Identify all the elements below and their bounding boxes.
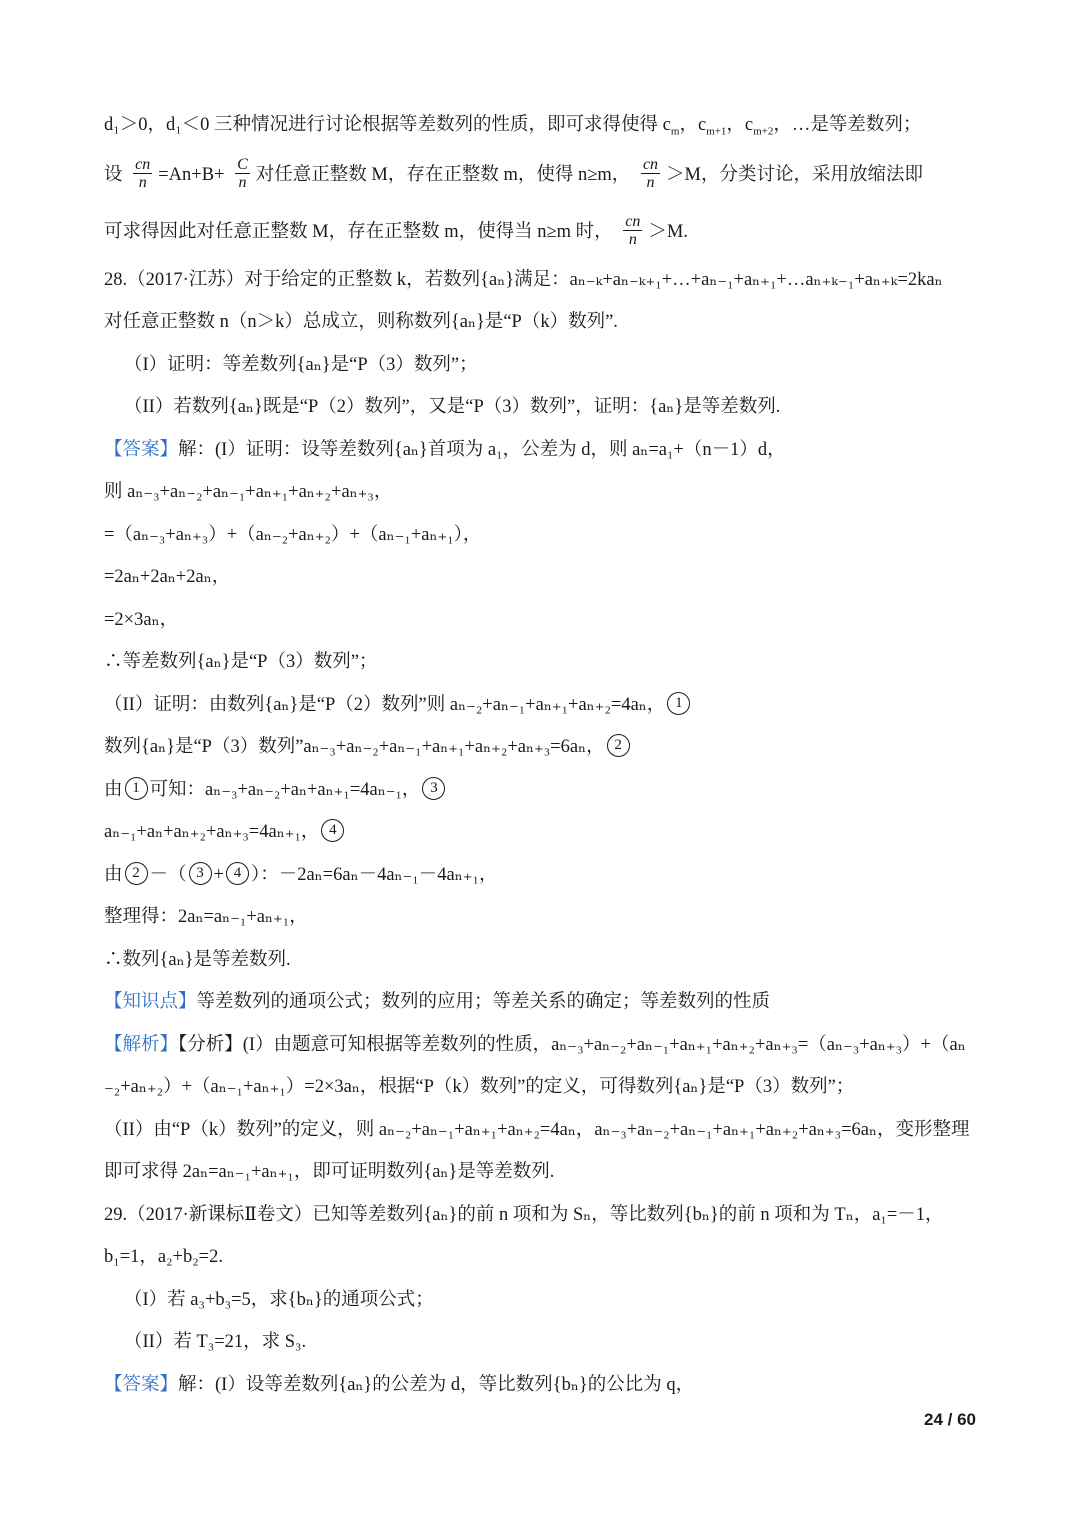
circled-number: 1 [125,777,148,800]
text-line: aₙ₋₁+aₙ+aₙ₊₂+aₙ₊₃=4aₙ₊₁， 4 [104,817,980,847]
text-line: 可求得因此对任意正整数 M，存在正整数 m，使得当 n≥m 时， $\frac{cn}{n}$ ＞M. [104,213,688,248]
text-line: 即可求得 2aₙ=aₙ₋₁+aₙ₊₁，即可证明数列{aₙ}是等差数列. [104,1162,555,1182]
text-line: （II）证明：由数列{aₙ}是“P（2）数列”则 aₙ₋₂+aₙ₋₁+aₙ₊₁+aₙ₊₂=4aₙ， 1 [104,690,980,720]
question-part: （II）若数列{aₙ}既是“P（2）数列”，又是“P（3）数列”，证明：{aₙ}是等差数列. [124,397,781,417]
text-line: =（aₙ₋₃+aₙ₊₃）+（aₙ₋₂+aₙ₊₂）+（aₙ₋₁+aₙ₊₁）， [104,525,482,545]
text-line: 数列{aₙ}是“P（3）数列”aₙ₋₃+aₙ₋₂+aₙ₋₁+aₙ₊₁+aₙ₊₂+aₙ₊₃=6aₙ， 2 [104,732,980,762]
circled-number: 2 [607,734,630,757]
text-line: 由 1 可知：aₙ₋₃+aₙ₋₂+aₙ+aₙ₊₁=4aₙ₋₁， 3 [104,775,980,805]
fraction: $\frac{C}{n}$ [237,156,248,191]
analysis-tag: 【解析】 [104,1035,179,1055]
text-line: 设 $\frac{cn}{n}$ =An+B+ $\frac{C}{n}$ 对任意正整数 M，存在正整数 m，使得 n≥m， $\frac{cn}{n}$ ＞M，分类讨论，采用放缩法即 [104,156,923,191]
circled-number: 4 [321,819,344,842]
analysis-line: 【解析】【分析】(I）由题意可知根据等差数列的性质，aₙ₋₃+aₙ₋₂+aₙ₋₁+aₙ₊₁+aₙ₊₂+aₙ₊₃=（aₙ₋₃+aₙ₊₃）+（aₙ [104,1035,966,1055]
knowledge-point-line: 【知识点】等差数列的通项公式；数列的应用；等差关系的确定；等差数列的性质 [104,992,771,1012]
text-line: 则 aₙ₋₃+aₙ₋₂+aₙ₋₁+aₙ₊₁+aₙ₊₂+aₙ₊₃， [104,482,393,502]
question-28-stem: 28.（2017·江苏）对于给定的正整数 k，若数列{aₙ}满足：aₙ₋ₖ+aₙ₋ₖ₊₁+…+aₙ₋₁+aₙ₊₁+…aₙ₊ₖ₋₁+aₙ₊ₖ=2kaₙ [104,270,943,290]
text-line: b₁=1，a₂+b₂=2. [104,1247,223,1267]
answer-tag: 【答案】 [104,440,179,460]
text-line: ₋₂+aₙ₊₂）+（aₙ₋₁+aₙ₊₁）=2×3aₙ，根据“P（k）数列”的定义，可得数列{aₙ}是“P（3）数列”； [104,1077,855,1097]
text-line: =2×3aₙ， [104,610,179,630]
circled-number: 3 [189,862,212,885]
circled-number: 1 [667,692,690,715]
question-part: （I）证明：等差数列{aₙ}是“P（3）数列”； [124,355,478,375]
question-29-stem: 29.（2017·新课标Ⅱ卷文）已知等差数列{aₙ}的前 n 项和为 Sₙ，等比数列{bₙ}的前 n 项和为 Tₙ，a₁=－1， [104,1205,944,1225]
text-line: 整理得：2aₙ=aₙ₋₁+aₙ₊₁， [104,907,308,927]
fraction: $\frac{cn}{n}$ [642,156,659,191]
text-line: =2aₙ+2aₙ+2aₙ， [104,567,231,587]
question-part: （II）若 T₃=21，求 S₃. [124,1332,307,1352]
circled-number: 2 [125,862,148,885]
knowledge-tag: 【知识点】 [104,992,197,1012]
fraction: $\frac{cn}{n}$ [625,213,641,248]
answer-line: 【答案】解：(I）证明：设等差数列{aₙ}首项为 a₁，公差为 d，则 aₙ=a₁+（n－1）d， [104,440,786,460]
circled-number: 4 [226,862,249,885]
text-line: 由 2 －（ 3 + 4 ）：－2aₙ=6aₙ－4aₙ₋₁－4aₙ₊₁， [104,860,980,890]
text-line: ∴等差数列{aₙ}是“P（3）数列”； [104,652,378,672]
fraction: $\frac{cn}{n}$ [135,156,151,191]
text-line: 对任意正整数 n（n＞k）总成立，则称数列{aₙ}是“P（k）数列”. [104,312,618,332]
answer-tag: 【答案】 [104,1375,179,1395]
text-line: d₁＞0，d₁＜0 三种情况进行讨论根据等差数列的性质，即可求得使得 $c_m$，$c_{m+1}$，$c_{m+2}$，…是等差数列； [104,115,922,138]
page-number: 24 / 60 [924,1410,976,1429]
question-part: （I）若 a₃+b₃=5，求{bₙ}的通项公式； [124,1290,434,1310]
answer-line: 【答案】解：(I）设等差数列{aₙ}的公差为 d，等比数列{bₙ}的公比为 q， [104,1375,695,1395]
circled-number: 3 [422,777,445,800]
text-line: （II）由“P（k）数列”的定义，则 aₙ₋₂+aₙ₋₁+aₙ₊₁+aₙ₊₂=4aₙ，aₙ₋₃+aₙ₋₂+aₙ₋₁+aₙ₊₁+aₙ₊₂+aₙ₊₃=6aₙ，变形整理 [104,1120,970,1140]
text-line: ∴数列{aₙ}是等差数列. [104,950,291,970]
